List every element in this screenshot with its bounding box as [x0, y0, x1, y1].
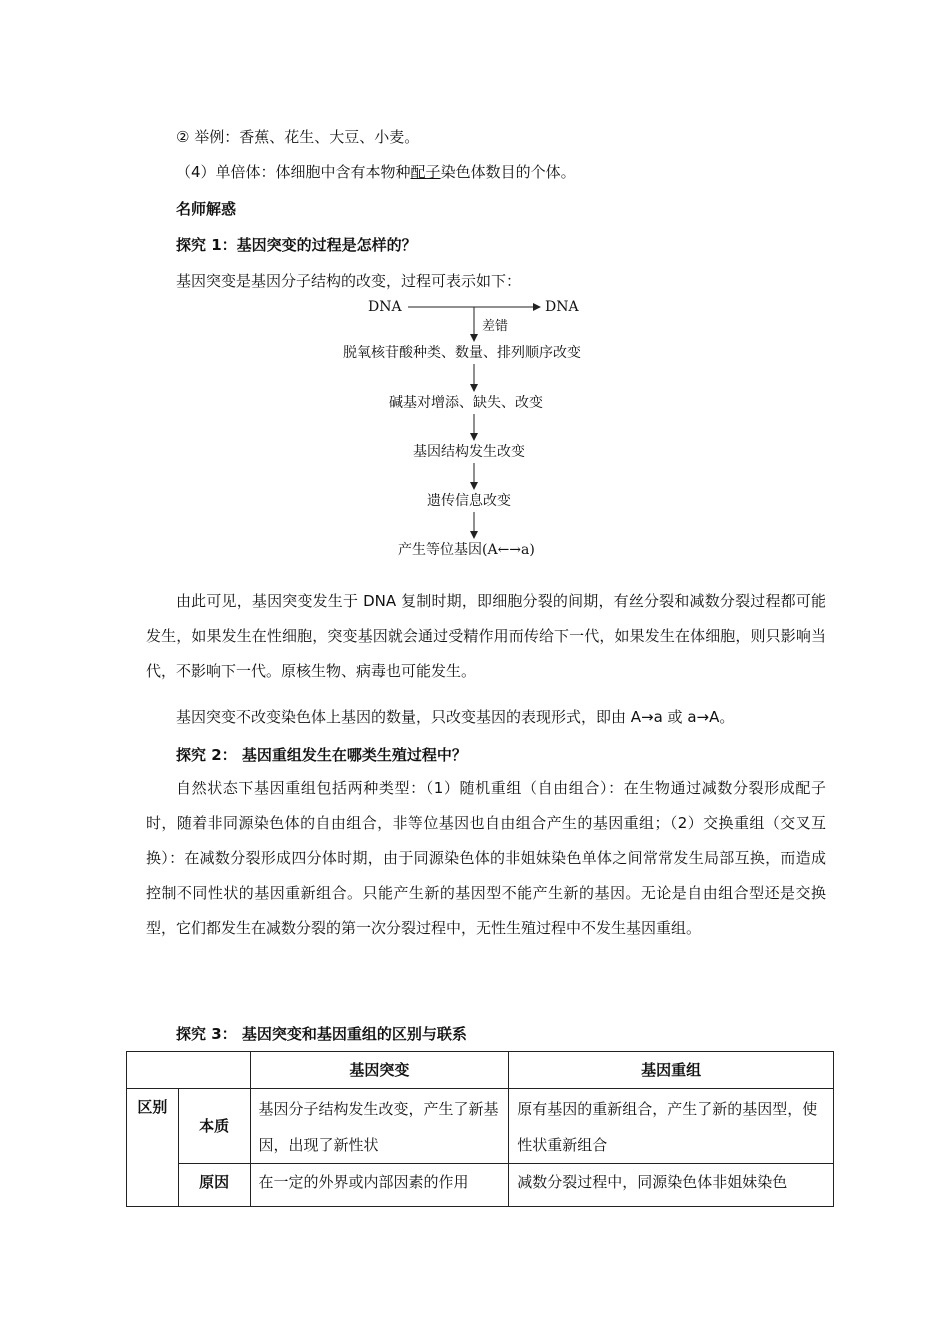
haploid-underlined: 配子 — [410, 163, 441, 181]
haploid-text-1: （4）单倍体：体细胞中含有本物种 — [176, 163, 411, 181]
table-header-recombination: 基因重组 — [509, 1052, 834, 1089]
question-1: 探究 1：基因突变的过程是怎样的？ — [176, 236, 417, 254]
comparison-table — [126, 1051, 834, 1207]
flow-step-2: 碱基对增添、缺失、改变 — [389, 395, 543, 411]
question-2: 探究 2： 基因重组发生在哪类生殖过程中？ — [176, 746, 467, 764]
paragraph-3: 自然状态下基因重组包括两种类型：（1）随机重组（自由组合）：在生物通过减数分裂形成配子时，随着非同源染色体的自由组合，非等位基因也自由组合产生的基因重组；（2）交换重组（交叉互换）：在减数分裂形成四分体时期，由于同源染色体的非姐妹染色单体之间常常发生局部互换，而造成控制不同性状的基因重新组合。只能产生新的基因型不能产生新的基因。无论是自由组合型还是交换型，它们都发生在减数分裂的第一次分裂过程中，无性生殖过程中不发生基因重组。 — [146, 779, 826, 937]
table-cell: 减数分裂过程中，同源染色体非姐妹染色 — [509, 1164, 834, 1207]
table-row-label-essence: 本质 — [178, 1089, 250, 1164]
paragraph-2: 基因突变不改变染色体上基因的数量，只改变基因的表现形式，即由 A→a 或 a→A。 — [176, 708, 735, 726]
table-row-label-cause: 原因 — [178, 1164, 250, 1207]
haploid-text-2: 染色体数目的个体。 — [440, 163, 576, 181]
table-cell: 原有基因的重新组合，产生了新的基因型，使性状重新组合 — [509, 1089, 834, 1164]
flow-step-3: 基因结构发生改变 — [413, 444, 525, 460]
flow-step-1: 脱氧核苷酸种类、数量、排列顺序改变 — [343, 345, 581, 361]
paragraph-1: 由此可见，基因突变发生于 DNA 复制时期，即细胞分裂的间期，有丝分裂和减数分裂过程都可能发生，如果发生在性细胞，突变基因就会通过受精作用而传给下一代，如果发生在体细胞，则只影响当代，不影响下一代。原核生物、病毒也可能发生。 — [146, 592, 826, 680]
intro-1: 基因突变是基因分子结构的改变，过程可表示如下： — [176, 272, 522, 290]
table-cell: 基因分子结构发生改变，产生了新基因，出现了新性状 — [250, 1089, 509, 1164]
flow-dna-right: DNA — [545, 299, 579, 315]
question-3: 探究 3： 基因突变和基因重组的区别与联系 — [176, 1025, 467, 1043]
table-group-label: 区别 — [127, 1089, 179, 1207]
flow-step-5: 产生等位基因(A←→a) — [398, 542, 535, 558]
table-row — [127, 1089, 834, 1164]
table-corner-cell — [127, 1052, 251, 1089]
table-header-mutation: 基因突变 — [250, 1052, 509, 1089]
section-heading: 名师解惑 — [176, 200, 237, 218]
table-header-row — [127, 1052, 834, 1089]
example-line: ② 举例：香蕉、花生、大豆、小麦。 — [176, 128, 420, 146]
flow-dna-left: DNA — [368, 299, 402, 315]
table-row — [127, 1164, 834, 1207]
table-cell: 在一定的外界或内部因素的作用 — [250, 1164, 509, 1207]
flow-error-label: 差错 — [482, 319, 509, 334]
flow-step-4: 遗传信息改变 — [427, 493, 511, 509]
